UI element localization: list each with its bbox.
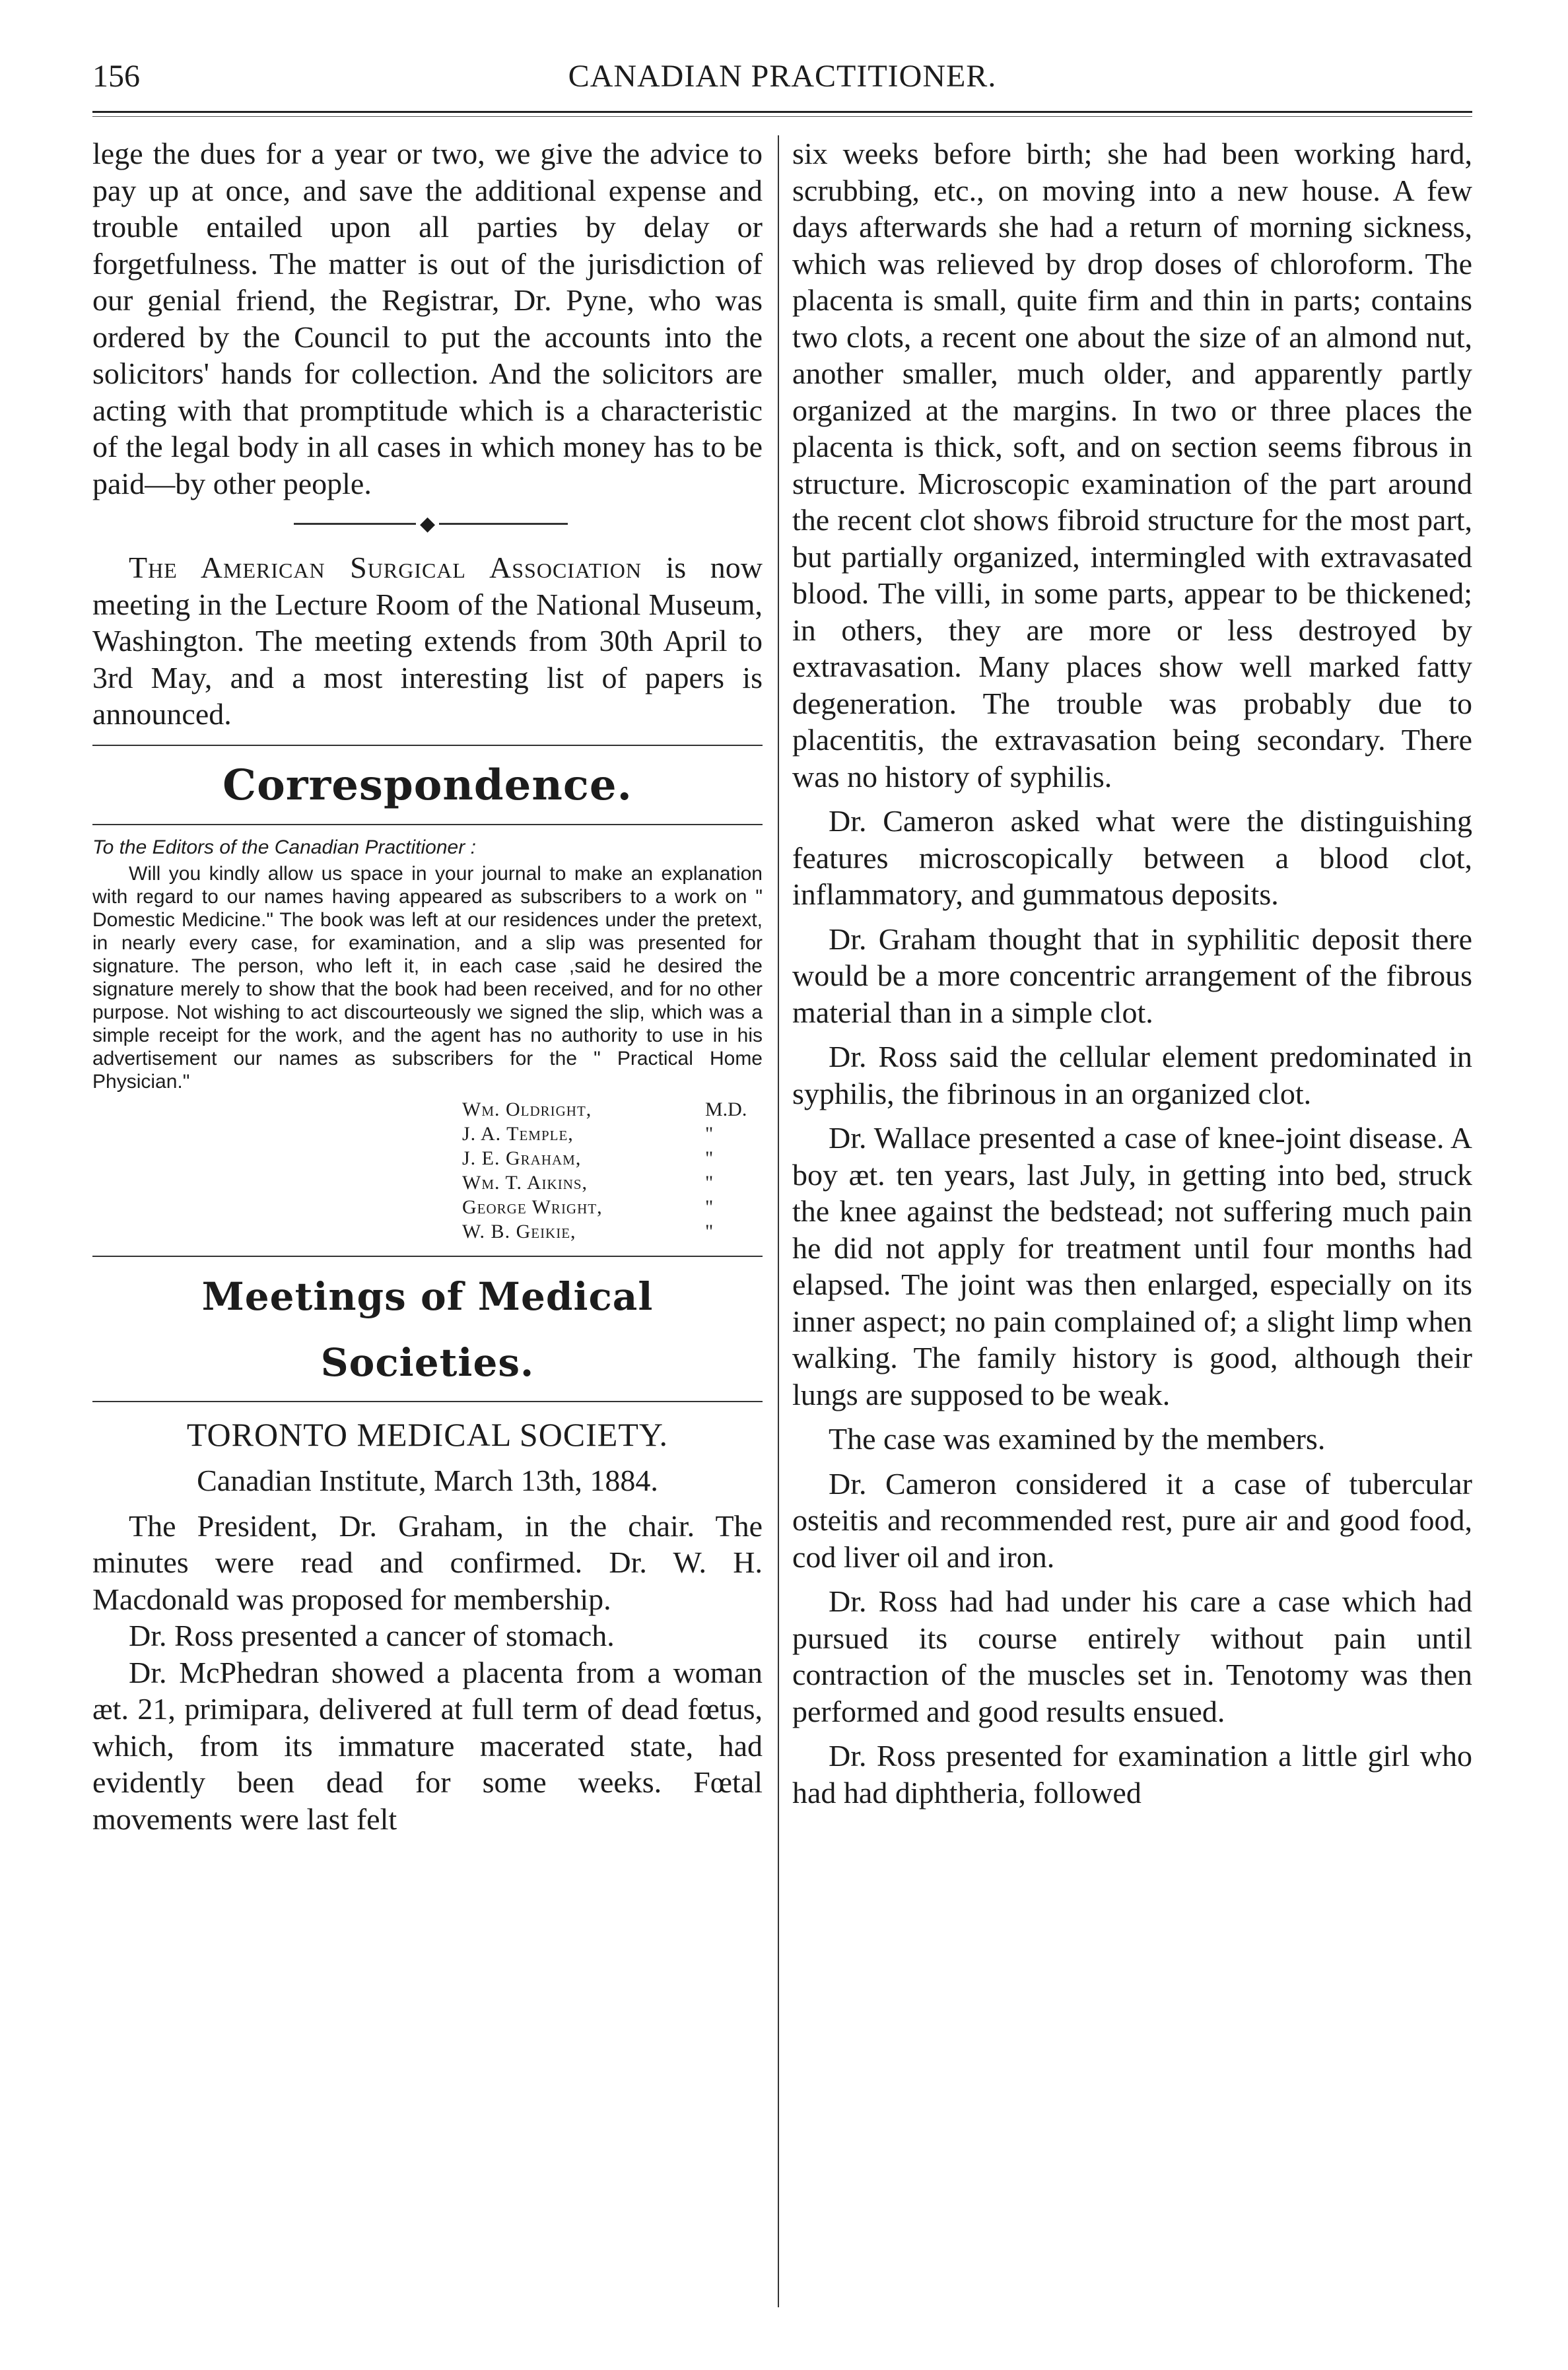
correspondence-heading: Correspondence. (222, 760, 632, 810)
right-column (792, 135, 1472, 1811)
header-rule (92, 111, 1472, 113)
section-ornament (92, 511, 763, 537)
signature-row (462, 1146, 763, 1170)
report-paragraph: six weeks before birth; she had been working hard, scrubbing, etc., on moving into a new house. A few days afterwards she had a return of morning sickness, which was relieved by drop doses of chloroform. The placenta is small, quite firm and thin in parts; contains two clots, a recent one about the size of an almond nut, another smaller, much older, and apparently partly organized at the margins. In two or three places the placenta is thick, soft, and on section seems fibrous in structure. Microscopic examination of the part around the recent clot shows fibroid structure for the most part, but partially organized, intermingled with extravasated blood. The villi, in some parts, appear to be thickened; in others, they are more or less destroyed by extravasation. Many places show well marked fatty degeneration. The trouble was probably due to placentitis, the extravasation being secondary. There was no history of syphilis. (792, 137, 1472, 794)
report-paragraph: Dr. Wallace presented a case of knee-joint disease. A boy æt. ten years, last July, in getting into bed, struck the knee against the bedstead; not suffering much pain he did not apply for treatment until four months had elapsed. The joint was then enlarged, especially on its inner aspect; no pain complained of; a slight limp when walking. The family history is good, although their lungs are supposed to be weak. (792, 1121, 1472, 1411)
signature-row (462, 1097, 763, 1122)
report-paragraph: Dr. Ross said the cellular element predominated in syphilis, the fibrinous in an organized clot. (792, 1040, 1472, 1110)
signer-suffix: " (705, 1122, 714, 1145)
signer-suffix: " (705, 1171, 714, 1194)
letter-body: Will you kindly allow us space in your journal to make an explanation with regard to our names having appeared as subscribers to a work on " Domestic Medicine." The book was left at our residences under the pretext, in nearly every case, for examination, and a slip was presented for signature. The person, who left it, in each case ,said he desired the signature merely to show that the book had been received, and for no other purpose. Not wishing to act discourteously we signed the slip, which was a simple receipt for the work, and the agent has no authority to use in his advertisement our names as subscribers for the " Practical Home Physician." (92, 862, 763, 1093)
report-paragraph: Dr. Cameron asked what were the distinguishing features microscopically between a blood clot, inflammatory, and gummatous deposits. (792, 804, 1472, 911)
signer-suffix: M.D. (705, 1098, 747, 1120)
association-text: is now meeting in the Lecture Room of the National Museum, Washington. The meeting extends from 30th April to 3rd May, and a most interesting list of papers is announced. (92, 551, 763, 731)
signature-block (462, 1097, 763, 1244)
report-paragraph: Dr. Ross presented for examination a little girl who had had diphtheria, followed (792, 1739, 1472, 1810)
column-divider (778, 135, 779, 2307)
left-column (92, 135, 763, 1837)
signer-name: J. E. Graham, (462, 1147, 582, 1169)
report-paragraph: The case was examined by the members. (829, 1422, 1326, 1456)
signer-name: J. A. Temple, (462, 1122, 574, 1145)
signature-row (462, 1195, 763, 1219)
section-rule (92, 745, 763, 746)
meeting-place-date: Canadian Institute, March 13th, 1884. (197, 1463, 658, 1497)
signer-suffix: " (705, 1196, 714, 1218)
page-header (92, 58, 1472, 111)
meetings-heading: Meetings of Medical Societies. (201, 1273, 654, 1385)
signer-name: Wm. Oldright, (462, 1098, 592, 1120)
page-number: 156 (92, 59, 140, 94)
running-head: CANADIAN PRACTITIONER. (568, 59, 997, 94)
section-rule (92, 1256, 763, 1257)
header-rule-thin (92, 116, 1472, 117)
signer-name: W. B. Geikie, (462, 1220, 576, 1242)
letter-salutation: To the Editors of the Canadian Practitioner : (92, 836, 476, 858)
editorial-paragraph: lege the dues for a year or two, we give the advice to pay up at once, and save the additional expense and trouble entailed upon all parties by delay or forgetfulness. The matter is out of the jurisdiction of our genial friend, the Registrar, Dr. Pyne, who was ordered by the Council to put the accounts into the solicitors' hands for collection. And the solicitors are acting with that promptitude which is a characteristic of the legal body in all cases in which money has to be paid—by other people. (92, 137, 763, 500)
signature-row (462, 1122, 763, 1146)
signature-row (462, 1219, 763, 1244)
report-paragraph: Dr. Ross had had under his care a case which had pursued its course entirely without pain until contraction of the muscles set in. Tenotomy was then performed and good results ensued. (792, 1584, 1472, 1728)
signer-suffix: " (705, 1220, 714, 1242)
signer-name: George Wright, (462, 1196, 603, 1218)
society-title: TORONTO MEDICAL SOCIETY. (186, 1415, 669, 1453)
report-paragraph: Dr. Cameron considered it a case of tubercular osteitis and recommended rest, pure air and good food, cod liver oil and iron. (792, 1466, 1472, 1574)
section-rule (92, 824, 763, 825)
diamond-ornament-icon: ◆ (416, 511, 439, 537)
association-name: The American Surgical Association (129, 551, 642, 584)
minutes-paragraph: Dr. Ross presented a cancer of stomach. (129, 1619, 615, 1652)
signer-suffix: " (705, 1147, 714, 1169)
signature-row (462, 1170, 763, 1195)
signer-name: Wm. T. Aikins, (462, 1171, 588, 1194)
report-paragraph: Dr. Graham thought that in syphilitic deposit there would be a more concentric arrangement of the fibrous material than in a simple clot. (792, 922, 1472, 1029)
section-rule (92, 1401, 763, 1402)
minutes-paragraph: Dr. McPhedran showed a placenta from a woman æt. 21, primipara, delivered at full term of dead fœtus, which, from its immature macerated state, had evidently been dead for some weeks. Fœtal movements were last felt (92, 1655, 763, 1836)
association-paragraph (92, 549, 763, 733)
minutes-paragraph: The President, Dr. Graham, in the chair. The minutes were read and confirmed. Dr. W. H. Macdonald was proposed for membership. (92, 1508, 763, 1616)
